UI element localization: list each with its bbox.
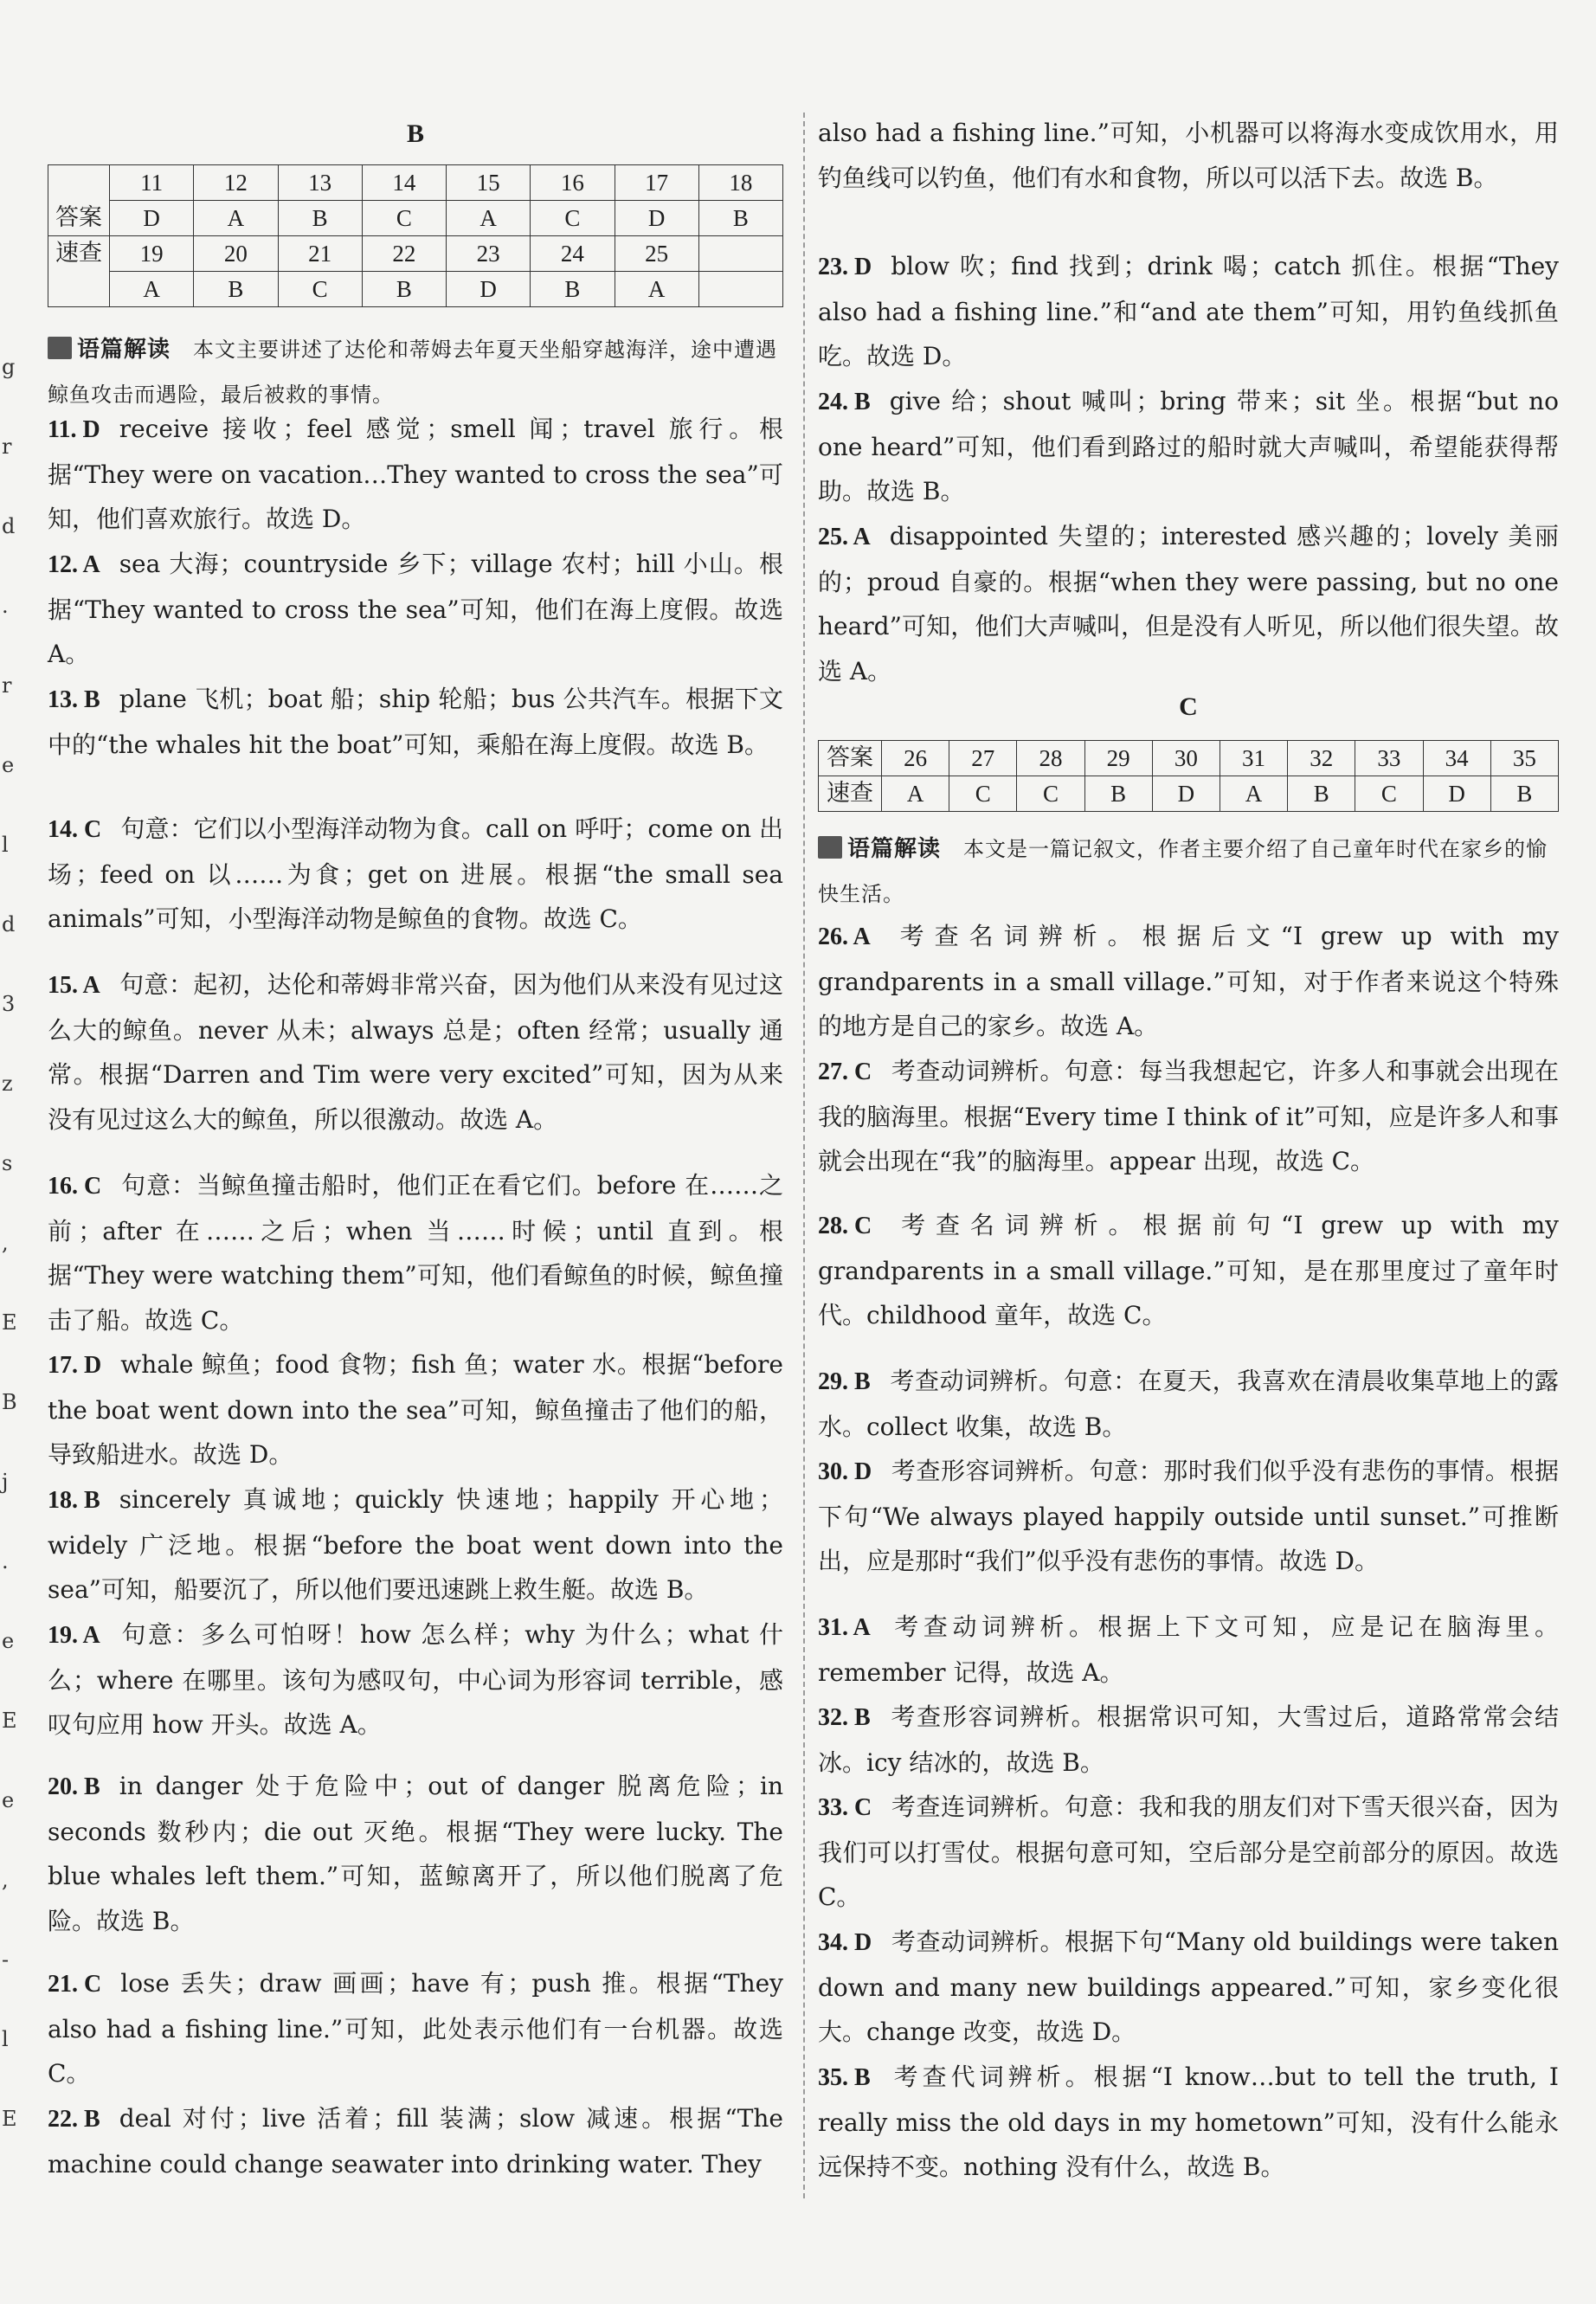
answer-label-bottom: 速查 bbox=[48, 236, 110, 307]
edge-fragment: l bbox=[2, 2027, 9, 2051]
item-text: blow 吹；find 找到；drink 喝；catch 抓住。根据“They also had a fishing line.”和“and ate them”可知，用钓鱼线抓鱼吃。故选 D。 bbox=[818, 252, 1559, 370]
table-cell: A bbox=[882, 776, 949, 812]
edge-fragment: e bbox=[2, 753, 15, 777]
item-text: 考查形容词辨析。根据常识可知，大雪过后，道路常常会结冰。icy 结冰的，故选 B。 bbox=[818, 1702, 1559, 1777]
item-text: 考查形容词辨析。句意：那时我们似乎没有悲伤的事情。根据下句“We always played happily outside until sunset.”可推断出，应是那时“我们”似乎没有悲伤的事情。故选 D。 bbox=[818, 1457, 1559, 1575]
table-cell: D bbox=[1152, 776, 1220, 812]
table-cell: B bbox=[531, 272, 615, 307]
table-cell: A bbox=[447, 201, 531, 236]
table-cell: 27 bbox=[949, 741, 1017, 776]
table-cell: A bbox=[1220, 776, 1287, 812]
summary-text: 本文主要讲述了达伦和蒂姆去年夏天坐船穿越海洋，途中遭遇鲸鱼攻击而遇险，最后被救的事情。 bbox=[48, 338, 778, 407]
table-cell bbox=[698, 272, 782, 307]
item-number: 29. B bbox=[818, 1368, 871, 1395]
table-cell: B bbox=[698, 201, 782, 236]
item-number: 23. D bbox=[818, 254, 872, 280]
item-number: 19. A bbox=[48, 1622, 100, 1649]
answer-explanation-item bbox=[48, 2096, 783, 2186]
table-cell: 22 bbox=[362, 236, 446, 272]
edge-fragment: j bbox=[2, 1470, 9, 1494]
edge-fragment: g bbox=[2, 355, 16, 379]
table-cell: C bbox=[362, 201, 446, 236]
item-number: 11. D bbox=[48, 416, 100, 443]
item-text: 句意：当鲸鱼撞击船时，他们正在看它们。before 在……之前；after 在……之后；when 当……时候；until 直到。根据“They were watching them”可知，他们看鲸鱼的时候，鲸鱼撞击了船。故选 C。 bbox=[48, 1171, 783, 1335]
answer-explanation-item bbox=[48, 542, 783, 677]
table-cell: B bbox=[362, 272, 446, 307]
answer-explanation-item bbox=[48, 807, 783, 942]
answer-explanation-item bbox=[818, 111, 1559, 200]
table-cell: 14 bbox=[362, 165, 446, 201]
answer-table-c bbox=[818, 740, 1559, 812]
table-cell: 19 bbox=[110, 236, 194, 272]
edge-fragment: 3 bbox=[2, 992, 16, 1016]
table-cell: 25 bbox=[615, 236, 698, 272]
edge-fragment: E bbox=[2, 2107, 17, 2131]
answer-explanation-item bbox=[818, 1920, 1559, 2055]
edge-fragment: E bbox=[2, 1709, 17, 1733]
summary-badge-label: 语篇解读 bbox=[77, 337, 171, 363]
item-number: 21. C bbox=[48, 1971, 102, 1998]
answer-explanation-item bbox=[818, 379, 1559, 514]
item-text: 考查动词辨析。根据下句“Many old buildings were taken down and many new buildings appeared.”可知，家乡变化很大。change 改变，故选 D。 bbox=[818, 1928, 1559, 2046]
item-number: 17. D bbox=[48, 1352, 102, 1379]
table-cell: A bbox=[194, 201, 278, 236]
item-number: 13. B bbox=[48, 686, 100, 713]
answer-explanation-item bbox=[818, 2055, 1559, 2190]
answer-explanation-item bbox=[818, 1785, 1559, 1920]
item-text: 考查连词辨析。句意：我和我的朋友们对下雪天很兴奋，因为我们可以打雪仗。根据句意可知，空后部分是空前部分的原因。故选 C。 bbox=[818, 1792, 1559, 1911]
table-cell: 13 bbox=[278, 165, 362, 201]
answer-explanation-item bbox=[48, 1612, 783, 1747]
answer-explanation-item bbox=[818, 1695, 1559, 1785]
table-cell: B bbox=[1084, 776, 1152, 812]
table-cell: B bbox=[194, 272, 278, 307]
item-number: 24. B bbox=[818, 389, 871, 415]
item-text: 句意：起初，达伦和蒂姆非常兴奋，因为他们从来没有见过这么大的鲸鱼。never 从未；always 总是；often 经常；usually 通常。根据“Darren and Tim were very excited”可知，因为从来没有见过这么大的鲸鱼，所以很激动。故选 A。 bbox=[48, 970, 783, 1134]
summary-badge bbox=[818, 827, 941, 872]
answer-explanation-item bbox=[818, 1449, 1559, 1584]
item-text: 句意：它们以小型海洋动物为食。call on 呼吁；come on 出场；feed on 以……为食；get on 进展。根据“the small sea animals”可知，小型海洋动物是鲸鱼的食物。故选 C。 bbox=[48, 814, 783, 933]
answer-explanation-item bbox=[48, 962, 783, 1142]
answer-explanation-item bbox=[818, 514, 1559, 693]
table-cell: 15 bbox=[447, 165, 531, 201]
edge-fragment: e bbox=[2, 1629, 15, 1653]
section-b-title: B bbox=[406, 119, 424, 148]
table-cell: 16 bbox=[531, 165, 615, 201]
answer-explanation-item bbox=[48, 1477, 783, 1612]
summary-b bbox=[48, 327, 783, 417]
summary-badge bbox=[48, 327, 171, 372]
answer-explanation-item bbox=[818, 1605, 1559, 1695]
edge-fragment: z bbox=[2, 1072, 13, 1096]
item-text: lose 丢失；draw 画画；have 有；push 推。根据“They also had a fishing line.”可知，此处表示他们有一台机器。故选 C。 bbox=[48, 1969, 783, 2088]
item-text: in danger 处于危险中；out of danger 脱离危险；in seconds 数秒内；die out 灭绝。根据“They were lucky. The blue whales left them.”可知，蓝鲸离开了，所以他们脱离了危险。故选 B。 bbox=[48, 1772, 783, 1935]
column-divider bbox=[803, 113, 805, 2198]
item-text: 考查代词辨析。根据“I know…but to tell the truth, I really miss the old days in my hometown”可知，没有什么能永远保持不变。nothing 没有什么，故选 B。 bbox=[818, 2063, 1559, 2181]
table-cell: 28 bbox=[1017, 741, 1084, 776]
answer-explanation-item bbox=[818, 1203, 1559, 1338]
table-cell: D bbox=[1423, 776, 1490, 812]
item-number: 32. B bbox=[818, 1704, 871, 1731]
summary-c bbox=[818, 827, 1559, 917]
table-cell: D bbox=[615, 201, 698, 236]
item-text: receive 接收；feel 感觉；smell 闻；travel 旅行。根据“They were on vacation…They wanted to cross the sea”可知，他们喜欢旅行。故选 D。 bbox=[48, 415, 783, 533]
table-cell: C bbox=[1355, 776, 1423, 812]
edge-fragment: . bbox=[2, 594, 9, 618]
table-cell: 29 bbox=[1084, 741, 1152, 776]
answer-label-top: 答案 bbox=[819, 741, 882, 776]
table-cell bbox=[698, 236, 782, 272]
table-cell: 33 bbox=[1355, 741, 1423, 776]
item-number: 12. A bbox=[48, 551, 100, 578]
edge-fragment: s bbox=[2, 1151, 13, 1175]
page-edge-fragments bbox=[0, 0, 17, 2304]
edge-fragment: r bbox=[2, 434, 12, 459]
table-cell: C bbox=[531, 201, 615, 236]
table-cell: 11 bbox=[110, 165, 194, 201]
item-text: sea 大海；countryside 乡下；village 农村；hill 小山。根据“They wanted to cross the sea”可知，他们在海上度假。故选 A。 bbox=[48, 550, 783, 668]
table-cell: A bbox=[615, 272, 698, 307]
answer-explanation-item bbox=[48, 677, 783, 767]
item-text: 句意：多么可怕呀！how 怎么样；why 为什么；what 什么；where 在哪里。该句为感叹句，中心词为形容词 terrible，感叹句应用 how 开头。故选 A。 bbox=[48, 1620, 783, 1739]
book-icon bbox=[818, 836, 842, 859]
item-number: 28. C bbox=[818, 1213, 872, 1239]
table-cell: B bbox=[278, 201, 362, 236]
item-number: 31. A bbox=[818, 1614, 871, 1641]
table-cell: 21 bbox=[278, 236, 362, 272]
answer-explanation-item bbox=[818, 1359, 1559, 1449]
table-cell: C bbox=[278, 272, 362, 307]
answer-explanation-item bbox=[48, 1163, 783, 1342]
item-text: sincerely 真诚地；quickly 快速地；happily 开心地；widely 广泛地。根据“before the boat went down into the sea”可知，船要沉了，所以他们要迅速跳上救生艇。故选 B。 bbox=[48, 1485, 783, 1604]
answer-explanation-item bbox=[818, 244, 1559, 379]
item-number: 25. A bbox=[818, 524, 871, 550]
answer-explanation-item bbox=[48, 407, 783, 542]
table-cell: 32 bbox=[1288, 741, 1355, 776]
item-text: 考查名词辨析。根据后文“I grew up with my grandparents in a small village.”可知，对于作者来说这个特殊的地方是自己的家乡。故选 A。 bbox=[818, 922, 1559, 1040]
item-text: 考查动词辨析。句意：在夏天，我喜欢在清晨收集草地上的露水。collect 收集，故选 B。 bbox=[818, 1367, 1559, 1441]
table-cell: 23 bbox=[447, 236, 531, 272]
item-number: 18. B bbox=[48, 1487, 100, 1514]
item-text: give 给；shout 喊叫；bring 带来；sit 坐。根据“but no one heard”可知，他们看到路过的船时就大声喊叫，希望能获得帮助。故选 B。 bbox=[818, 387, 1559, 505]
table-cell: D bbox=[110, 201, 194, 236]
summary-badge-label: 语篇解读 bbox=[847, 836, 942, 862]
item-text: deal 对付；live 活着；fill 装满；slow 减速。根据“The machine could change seawater into drinking water. They bbox=[48, 2104, 783, 2179]
item-number: 16. C bbox=[48, 1173, 102, 1200]
edge-fragment: d bbox=[2, 912, 16, 936]
edge-fragment: B bbox=[2, 1390, 17, 1414]
item-text: 考查动词辨析。句意：每当我想起它，许多人和事就会出现在我的脑海里。根据“Every time I think of it”可知，应是许多人和事就会出现在“我”的脑海里。appear 出现，故选 C。 bbox=[818, 1057, 1559, 1175]
answer-label-top: 答案 bbox=[48, 165, 110, 236]
table-cell: C bbox=[949, 776, 1017, 812]
answer-explanation-item bbox=[48, 1342, 783, 1477]
table-cell: 26 bbox=[882, 741, 949, 776]
item-text: whale 鲸鱼；food 食物；fish 鱼；water 水。根据“before the boat went down into the sea”可知，鲸鱼撞击了他们的船，导致船进水。故选 D。 bbox=[48, 1350, 783, 1469]
edge-fragment: r bbox=[2, 673, 12, 698]
table-cell: 20 bbox=[194, 236, 278, 272]
table-cell: B bbox=[1490, 776, 1558, 812]
item-text: plane 飞机；boat 船；ship 轮船；bus 公共汽车。根据下文中的“the whales hit the boat”可知，乘船在海上度假。故选 B。 bbox=[48, 685, 783, 759]
table-cell: 30 bbox=[1152, 741, 1220, 776]
edge-fragment: , bbox=[2, 1231, 9, 1255]
item-number: 20. B bbox=[48, 1773, 100, 1800]
edge-fragment: e bbox=[2, 1788, 15, 1812]
table-cell: A bbox=[110, 272, 194, 307]
summary-text: 本文是一篇记叙文，作者主要介绍了自己童年时代在家乡的愉快生活。 bbox=[818, 837, 1548, 906]
item-number: 14. C bbox=[48, 816, 102, 843]
edge-fragment: l bbox=[2, 833, 9, 857]
answer-explanation-item bbox=[818, 914, 1559, 1049]
edge-fragment: d bbox=[2, 514, 16, 538]
answer-explanation-item bbox=[48, 1764, 783, 1943]
edge-fragment: , bbox=[2, 1868, 9, 1892]
table-cell: C bbox=[1017, 776, 1084, 812]
edge-fragment: - bbox=[2, 1947, 10, 1972]
answer-explanation-item bbox=[818, 1049, 1559, 1184]
edge-fragment: E bbox=[2, 1310, 17, 1335]
item-number: 27. C bbox=[818, 1059, 872, 1085]
item-number: 26. A bbox=[818, 924, 871, 950]
item-number: 15. A bbox=[48, 972, 100, 999]
edge-fragment: . bbox=[2, 1549, 9, 1574]
item-text: 考查名词辨析。根据前句“I grew up with my grandparents in a small village.”可知，是在那里度过了童年时代。childhood 童年，故选 C。 bbox=[818, 1211, 1559, 1329]
item-number: 33. C bbox=[818, 1794, 872, 1821]
answer-explanation-item bbox=[48, 1961, 783, 2096]
table-cell: D bbox=[447, 272, 531, 307]
item-number: 34. D bbox=[818, 1929, 872, 1956]
table-cell: 24 bbox=[531, 236, 615, 272]
item-number: 22. B bbox=[48, 2106, 100, 2133]
table-cell: 17 bbox=[615, 165, 698, 201]
item-text: disappointed 失望的；interested 感兴趣的；lovely 美丽的；proud 自豪的。根据“when they were passing, but no one heard”可知，他们大声喊叫，但是没有人听见，所以他们很失望。故选 A。 bbox=[818, 522, 1559, 685]
table-cell: 35 bbox=[1490, 741, 1558, 776]
item-number: 35. B bbox=[818, 2064, 871, 2091]
item-number: 30. D bbox=[818, 1458, 872, 1485]
item-text: also had a fishing line.”可知，小机器可以将海水变成饮用水，用钓鱼线可以钓鱼，他们有水和食物，所以可以活下去。故选 B。 bbox=[818, 119, 1559, 192]
answer-table-b bbox=[48, 164, 783, 307]
table-cell: 12 bbox=[194, 165, 278, 201]
table-cell: B bbox=[1288, 776, 1355, 812]
book-icon bbox=[48, 337, 72, 359]
table-cell: 34 bbox=[1423, 741, 1490, 776]
table-cell: 31 bbox=[1220, 741, 1287, 776]
section-c-title: C bbox=[1179, 692, 1198, 721]
table-cell: 18 bbox=[698, 165, 782, 201]
item-text: 考查动词辨析。根据上下文可知，应是记在脑海里。remember 记得，故选 A。 bbox=[818, 1612, 1559, 1687]
answer-label-bottom: 速查 bbox=[819, 776, 882, 812]
